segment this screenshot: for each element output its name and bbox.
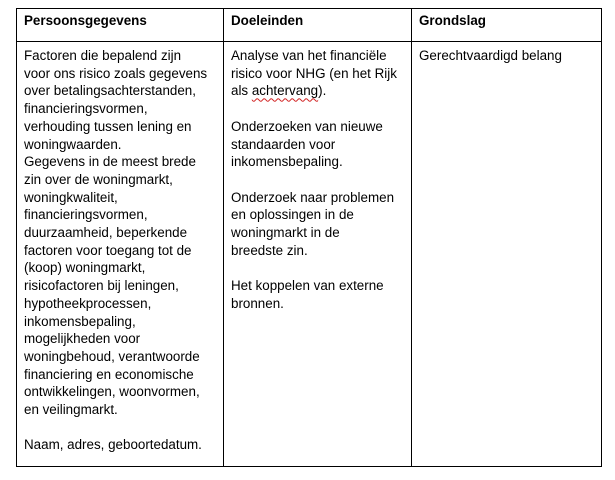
text-line <box>231 82 404 100</box>
text-line: Onderzoek naar problemen <box>231 189 395 205</box>
persoonsgegevens-paragraph <box>24 47 216 419</box>
text-line: ontwikkelingen, woonvormen, <box>24 384 200 400</box>
text-line: over betalingsachterstanden, <box>24 83 196 99</box>
cell-grondslag <box>412 42 602 467</box>
grondslag-text: Gerechtvaardigd belang <box>419 48 562 63</box>
text-line: Gegevens in de meest brede <box>24 154 196 170</box>
spellcheck-flagged-word: achtervang <box>251 83 319 99</box>
doeleinden-paragraph-woningmarkt <box>231 189 404 260</box>
text-line: woningbehoud, verantwoorde <box>24 348 200 364</box>
text-line: factoren voor toegang tot de <box>24 242 192 258</box>
header-doeleinden: Doeleinden <box>224 9 412 42</box>
text-line: voor ons risico zoals gegevens <box>24 65 208 81</box>
text-line: Factoren die bepalend zijn <box>24 48 182 63</box>
text-line: Analyse van het financiële <box>231 48 387 63</box>
text-line: Het koppelen van externe <box>231 278 384 294</box>
text-line: risico voor NHG (en het Rijk <box>231 65 397 81</box>
header-grondslag: Grondslag <box>412 9 602 42</box>
cell-persoonsgegevens <box>17 42 224 467</box>
text-line: bronnen. <box>231 295 284 311</box>
text-line: woningkwaliteit, <box>24 189 118 205</box>
text-line: risicofactoren bij leningen, <box>24 278 179 294</box>
text-line: inkomensbepaling, <box>24 313 136 329</box>
text-line: woningwaarden. <box>24 136 122 152</box>
data-table <box>16 8 602 467</box>
text-line: en veilingmarkt. <box>24 402 118 418</box>
paragraph-spacer <box>231 100 404 118</box>
header-row <box>17 9 602 42</box>
text-line: (koop) woningmarkt, <box>24 260 146 276</box>
doeleinden-paragraph-standaarden <box>231 118 404 171</box>
text-fragment: ). <box>318 83 327 99</box>
text-line: woningmarkt in de <box>231 225 340 240</box>
paragraph-spacer <box>24 419 216 437</box>
text-line: duurzaamheid, beperkende <box>24 225 188 241</box>
paragraph-spacer <box>231 171 404 189</box>
text-line: Onderzoeken van nieuwe <box>231 118 383 134</box>
header-persoonsgegevens: Persoonsgegevens <box>17 9 224 42</box>
cell-doeleinden <box>224 42 412 467</box>
table-row <box>17 42 602 467</box>
text-line: financieringsvormen, <box>24 101 148 117</box>
text-line: financieringsvormen, <box>24 207 148 223</box>
text-line: en oplossingen in de <box>231 207 354 223</box>
text-line: standaarden voor <box>231 136 336 152</box>
text-line: zin over de woningmarkt, <box>24 171 173 187</box>
text-line: verhouding tussen lening en <box>24 118 192 134</box>
doeleinden-paragraph-koppelen <box>231 277 404 312</box>
text-line: inkomensbepaling. <box>231 154 343 170</box>
text-line: mogelijkheden voor <box>24 331 141 347</box>
paragraph-spacer <box>231 259 404 277</box>
doeleinden-paragraph-analyse <box>231 47 404 100</box>
text-fragment: als <box>231 83 252 99</box>
text-line: hypotheekprocessen, <box>24 295 152 311</box>
persoonsgegevens-name-line: Naam, adres, geboortedatum. <box>24 437 202 453</box>
text-line: financiering en economische <box>24 366 194 382</box>
text-line: breedste zin. <box>231 242 308 258</box>
